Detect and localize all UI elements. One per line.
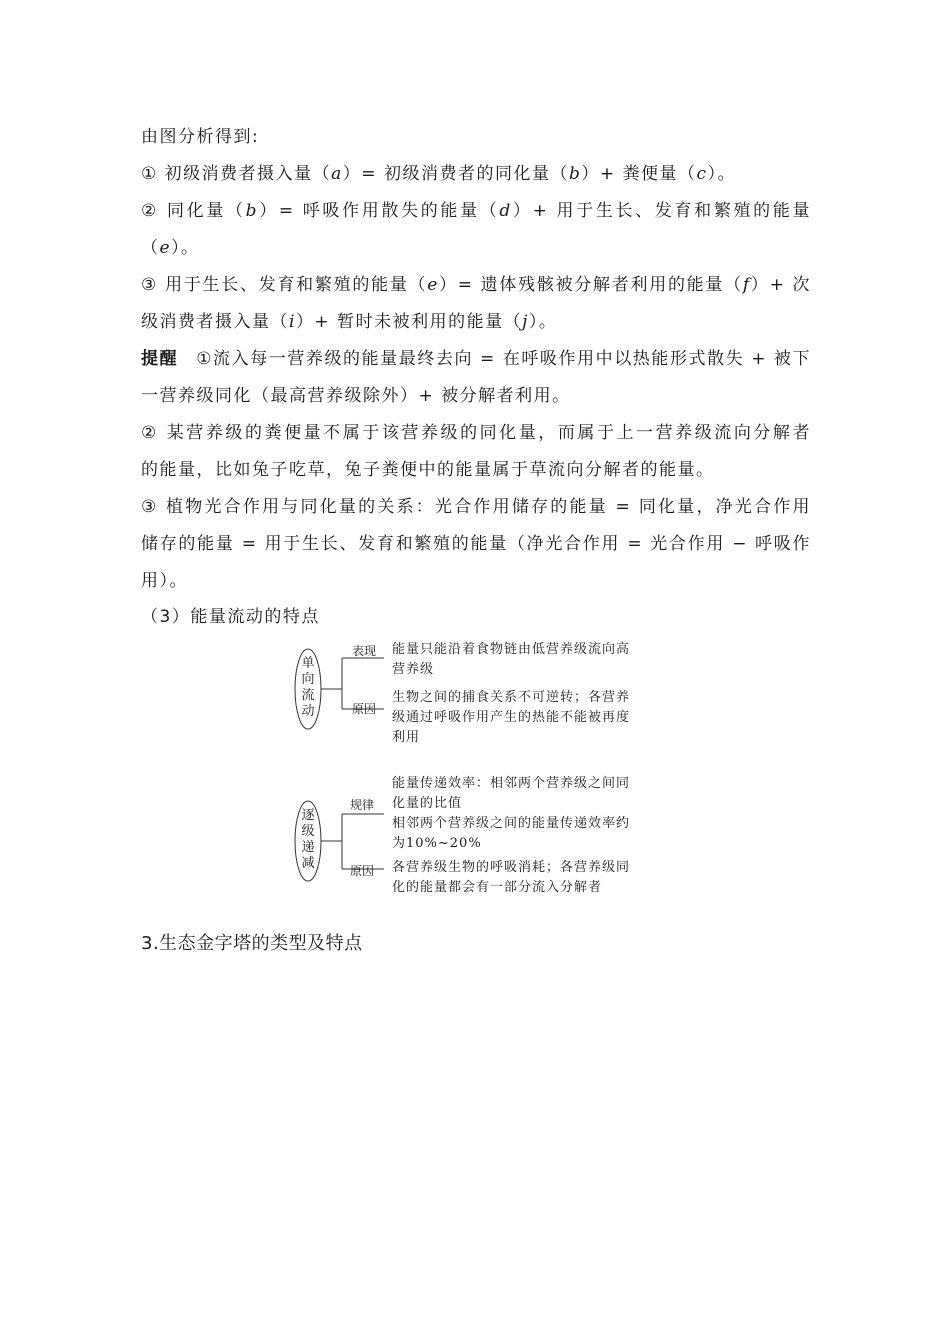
tip-line-4: 的能量，比如兔子吃草，兔子粪便中的能量属于草流向分解者的能量。 bbox=[141, 460, 715, 480]
tip-line-2: 一营养级同化（最高营养级除外）+ 被分解者利用。 bbox=[141, 386, 571, 406]
diagram-one-way-label-2: 原因 bbox=[352, 702, 377, 716]
tip-line-6: 储存的能量 = 用于生长、发育和繁殖的能量（净光合作用 = 光合作用 − 呼吸作 bbox=[141, 534, 811, 554]
diagram-stepwise-text-1: 能量传递效率：相邻两个营养级之间同 化量的比值 相邻两个营养级之间的能量传递效率约 为10%~20% bbox=[392, 776, 631, 851]
tip-label: 提醒 bbox=[141, 349, 179, 369]
diagram-stepwise-root: 逐级递减 bbox=[301, 808, 315, 871]
diagram-stepwise-label-2: 原因 bbox=[350, 864, 375, 878]
diagram-one-way-root: 单向流动 bbox=[301, 656, 315, 719]
tip-line-7: 用）。 bbox=[141, 571, 188, 591]
diagram-stepwise-label-1: 规律 bbox=[350, 798, 375, 812]
diagram-one-way-label-1: 表现 bbox=[352, 644, 377, 658]
point-3-cont: 级消费者摄入量（i）+ 暂时未被利用的能量（j）。 bbox=[141, 312, 558, 332]
section-3-title: （3）能量流动的特点 bbox=[141, 607, 320, 627]
diagram-stepwise-decrease bbox=[290, 770, 670, 900]
point-2-cont: （e）。 bbox=[141, 238, 200, 258]
heading-3: 3.生态金字塔的类型及特点 bbox=[141, 933, 363, 954]
diagram-stepwise-text-2: 各营养级生物的呼吸消耗；各营养级同 化的能量都会有一部分流入分解者 bbox=[392, 860, 631, 895]
diagram-one-way-flow bbox=[290, 638, 670, 750]
diagram-one-way-text-1: 能量只能沿着食物链由低营养级流向高 营养级 bbox=[392, 642, 631, 677]
tip-line-1: 提醒 ①流入每一营养级的能量最终去向 = 在呼吸作用中以热能形式散失 + 被下 bbox=[141, 349, 812, 369]
diagram-one-way-text-2: 生物之间的捕食关系不可逆转；各营养 级通过呼吸作用产生的热能不能被再度 利用 bbox=[392, 690, 631, 745]
tip-line-5: ③ 植物光合作用与同化量的关系：光合作用储存的能量 = 同化量，净光合作用 bbox=[141, 497, 811, 517]
point-2: ② 同化量（b）= 呼吸作用散失的能量（d）+ 用于生长、发育和繁殖的能量 bbox=[141, 201, 811, 221]
intro-text: 由图分析得到: bbox=[141, 127, 260, 147]
point-1: ① 初级消费者摄入量（a）= 初级消费者的同化量（b）+ 粪便量（c）。 bbox=[141, 164, 737, 184]
point-3: ③ 用于生长、发育和繁殖的能量（e）= 遗体残骸被分解者利用的能量（f）+ 次 bbox=[141, 275, 811, 295]
tip-line-3: ② 某营养级的粪便量不属于该营养级的同化量，而属于上一营养级流向分解者 bbox=[141, 423, 811, 443]
